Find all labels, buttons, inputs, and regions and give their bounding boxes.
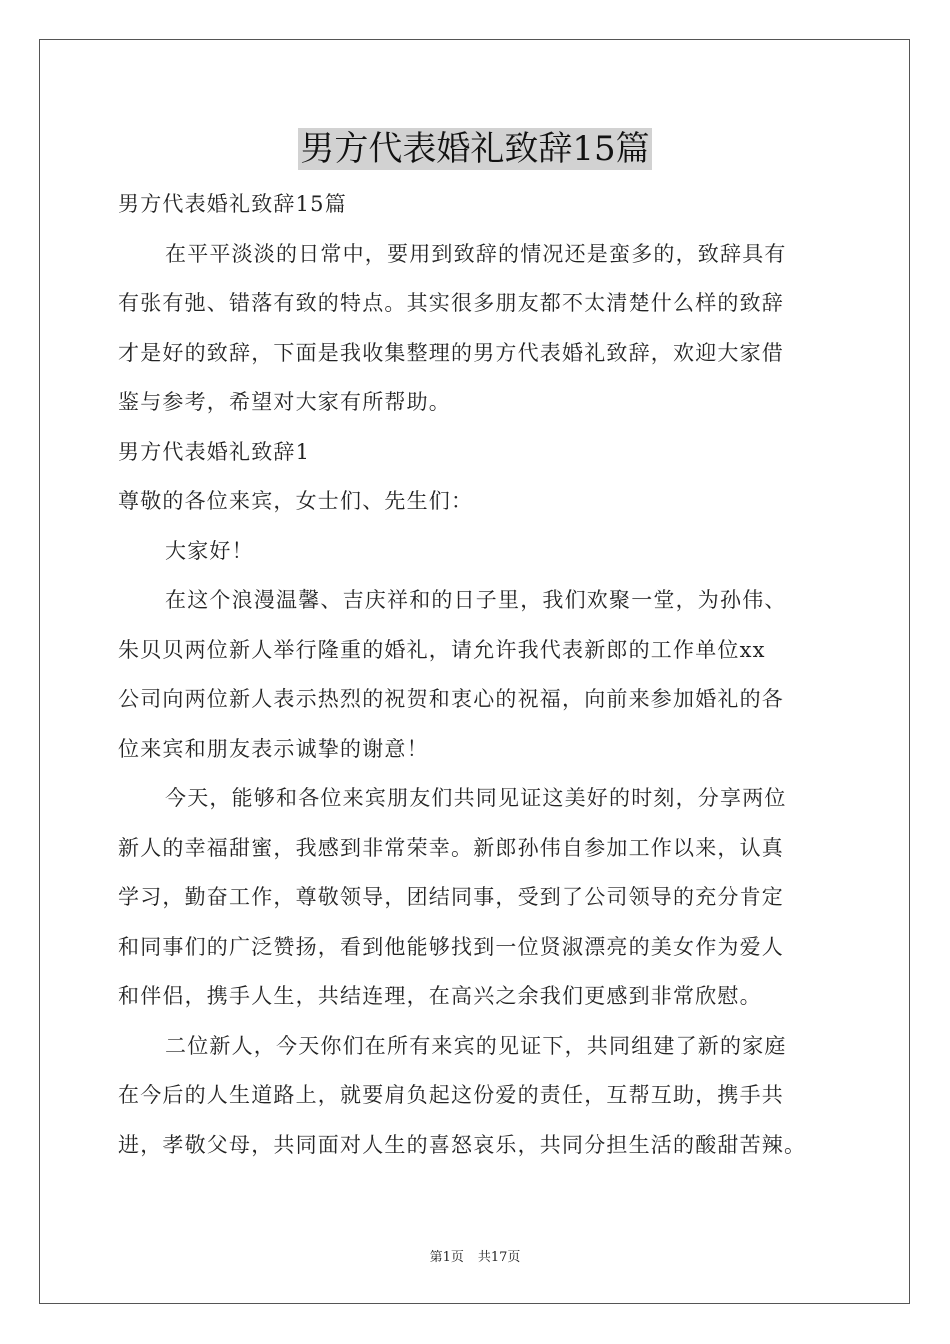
body-line: 在这个浪漫温馨、吉庆祥和的日子里，我们欢聚一堂，为孙伟、: [165, 588, 787, 612]
body-line: 今天，能够和各位来宾朋友们共同见证这美好的时刻，分享两位: [165, 786, 787, 810]
body-line: 和同事们的广泛赞扬，看到他能够找到一位贤淑漂亮的美女作为爱人: [118, 934, 784, 959]
body-line: 鉴与参考，希望对大家有所帮助。: [118, 390, 451, 414]
body-line: 在今后的人生道路上，就要肩负起这份爱的责任，互帮互助，携手共: [118, 1083, 784, 1107]
document-title: 男方代表婚礼致辞15篇: [300, 129, 650, 169]
body-line: 在平平淡淡的日常中，要用到致辞的情况还是蛮多的，致辞具有: [165, 241, 787, 266]
page-footer: [0, 1246, 950, 1265]
body-line: 公司向两位新人表示热烈的祝贺和衷心的祝福，向前来参加婚礼的各: [118, 687, 784, 711]
body-line: 朱贝贝两位新人举行隆重的婚礼，请允许我代表新郎的工作单位xx: [118, 637, 766, 662]
body-line: 位来宾和朋友表示诚挚的谢意！: [118, 736, 429, 761]
title-container: [0, 128, 950, 170]
body-line: 学习，勤奋工作，尊敬领导，团结同事，受到了公司领导的充分肯定: [118, 885, 784, 909]
page-number-total: 共17页: [477, 1250, 521, 1265]
body-line: 新人的幸福甜蜜，我感到非常荣幸。新郎孙伟自参加工作以来，认真: [118, 835, 784, 860]
body-line: 男方代表婚礼致辞15篇: [118, 192, 347, 216]
body-line: 男方代表婚礼致辞1: [118, 439, 311, 464]
document-body: [118, 180, 836, 1170]
body-line: 有张有弛、错落有致的特点。其实很多朋友都不太清楚什么样的致辞: [118, 291, 784, 315]
body-line: 尊敬的各位来宾，女士们、先生们：: [118, 489, 474, 513]
page-number-current: 第1页: [429, 1250, 464, 1265]
body-line: 二位新人，今天你们在所有来宾的见证下，共同组建了新的家庭: [165, 1033, 787, 1058]
body-line: 大家好！: [165, 538, 254, 563]
body-line: 进，孝敬父母，共同面对人生的喜怒哀乐，共同分担生活的酸甜苦辣。: [118, 1132, 807, 1157]
body-line: 才是好的致辞，下面是我收集整理的男方代表婚礼致辞，欢迎大家借: [118, 340, 784, 365]
body-line: 和伴侣，携手人生，共结连理，在高兴之余我们更感到非常欣慰。: [118, 984, 762, 1008]
